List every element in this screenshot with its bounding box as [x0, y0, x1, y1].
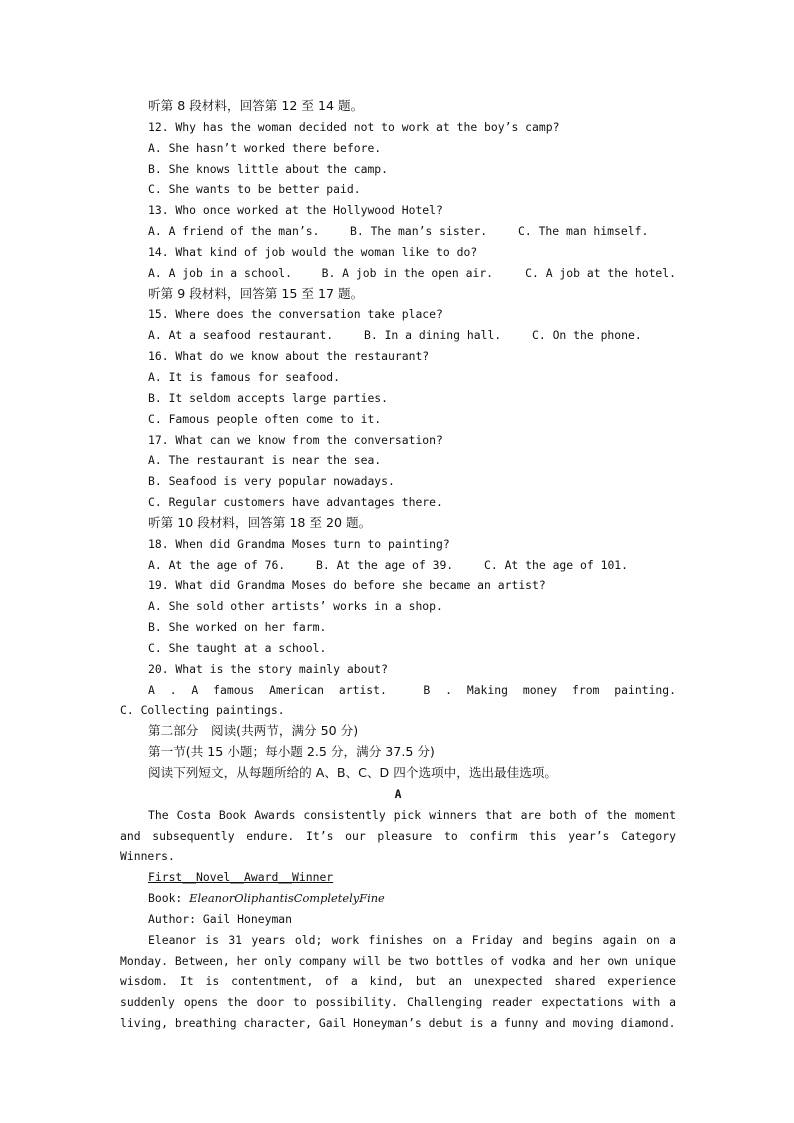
option-20b: B . Making money from painting. [423, 682, 676, 697]
option-19b: B. She worked on her farm. [148, 620, 327, 635]
question-14: 14. What kind of job would the woman like to do? [148, 244, 478, 259]
option-13c: C. The man himself. [518, 224, 649, 239]
options-13 [120, 221, 676, 242]
option-15a: A. At a seafood restaurant. [148, 328, 334, 343]
option-17c: C. Regular customers have advantages there. [148, 495, 443, 510]
section-heading-material-9: 听第 9 段材料，回答第 15 至 17 题。 [148, 285, 364, 301]
question-17: 17. What can we know from the conversation? [148, 432, 443, 447]
option-18b: B. At the age of 39. [316, 557, 454, 572]
question-19: 19. What did Grandma Moses do before she became an artist? [148, 578, 546, 593]
question-18: 18. When did Grandma Moses turn to painting? [148, 536, 450, 551]
section-heading-material-8: 听第 8 段材料，回答第 12 至 14 题。 [148, 98, 364, 113]
passage-paragraph-intro: The Costa Book Awards consistently pick winners that are both of the moment and subsequently endure. It’s our pleasure to confirm this year’s Category Winners. [120, 807, 676, 864]
question-20: 20. What is the story mainly about? [148, 661, 389, 676]
option-17a: A. The restaurant is near the sea. [148, 453, 382, 468]
option-13b: B. The man’s sister. [350, 224, 488, 239]
author-line: Author: Gail Honeyman [148, 911, 293, 926]
question-12: 12. Why has the woman decided not to work at the boy’s camp? [148, 119, 560, 134]
question-15: 15. Where does the conversation take place? [148, 307, 443, 322]
option-20c: C. Collecting paintings. [120, 703, 285, 718]
award-category-title: First__Novel__Award__Winner [148, 870, 334, 885]
option-14c: C. A job at the hotel. [525, 265, 676, 280]
option-16a: A. It is famous for seafood. [148, 369, 341, 384]
option-12b: B. She knows little about the camp. [148, 161, 389, 176]
book-title: EleanorOliphantisCompletelyFine [189, 891, 385, 906]
passage-label: A [394, 786, 402, 801]
option-12c: C. She wants to be better paid. [148, 182, 361, 197]
section-heading-material-10: 听第 10 段材料，回答第 18 至 20 题。 [148, 514, 372, 530]
question-13: 13. Who once worked at the Hollywood Hotel? [148, 203, 443, 218]
option-15c: C. On the phone. [532, 328, 642, 343]
book-label: Book: [148, 891, 190, 906]
question-16: 16. What do we know about the restaurant? [148, 349, 430, 364]
option-14a: A. A job in a school. [148, 265, 293, 280]
option-15b: B. In a dining hall. [364, 328, 502, 343]
reading-instructions: 阅读下列短文，从每题所给的 A、B、C、D 四个选项中，选出最佳选项。 [148, 765, 557, 780]
part-two-heading: 第二部分 阅读(共两节，满分 50 分) [148, 723, 359, 739]
option-13a: A. A friend of the man’s. [148, 224, 320, 239]
passage-paragraph-description: Eleanor is 31 years old; work finishes on a Friday and begins again on a Monday. Between, her only company will be two bottles of vodka and her own unique wisdom. It is contentment, of a kind, but an unexpected shared experience suddenly opens the door to possibility. Challenging reader expectations with a living, breathing character, Gail Honeyman’s debut is a funny and moving diamond. [120, 932, 676, 1031]
options-20-ab [120, 680, 676, 701]
options-14 [120, 263, 676, 284]
option-19a: A. She sold other artists’ works in a shop. [148, 599, 443, 614]
option-14b: B. A job in the open air. [321, 265, 494, 280]
option-12a: A. She hasn’t worked there before. [148, 140, 382, 155]
option-16c: C. Famous people often come to it. [148, 411, 382, 426]
option-20a: A . A famous American artist. [148, 682, 387, 697]
options-18 [120, 555, 676, 576]
option-19c: C. She taught at a school. [148, 640, 327, 655]
option-18a: A. At the age of 76. [148, 557, 286, 572]
option-18c: C. At the age of 101. [484, 557, 629, 572]
option-17b: B. Seafood is very popular nowadays. [148, 474, 395, 489]
book-line [120, 888, 676, 909]
section-one-heading: 第一节(共 15 小题；每小题 2.5 分，满分 37.5 分) [148, 744, 435, 760]
options-15 [120, 325, 676, 346]
option-16b: B. It seldom accepts large parties. [148, 390, 389, 405]
document-content [120, 96, 676, 1034]
